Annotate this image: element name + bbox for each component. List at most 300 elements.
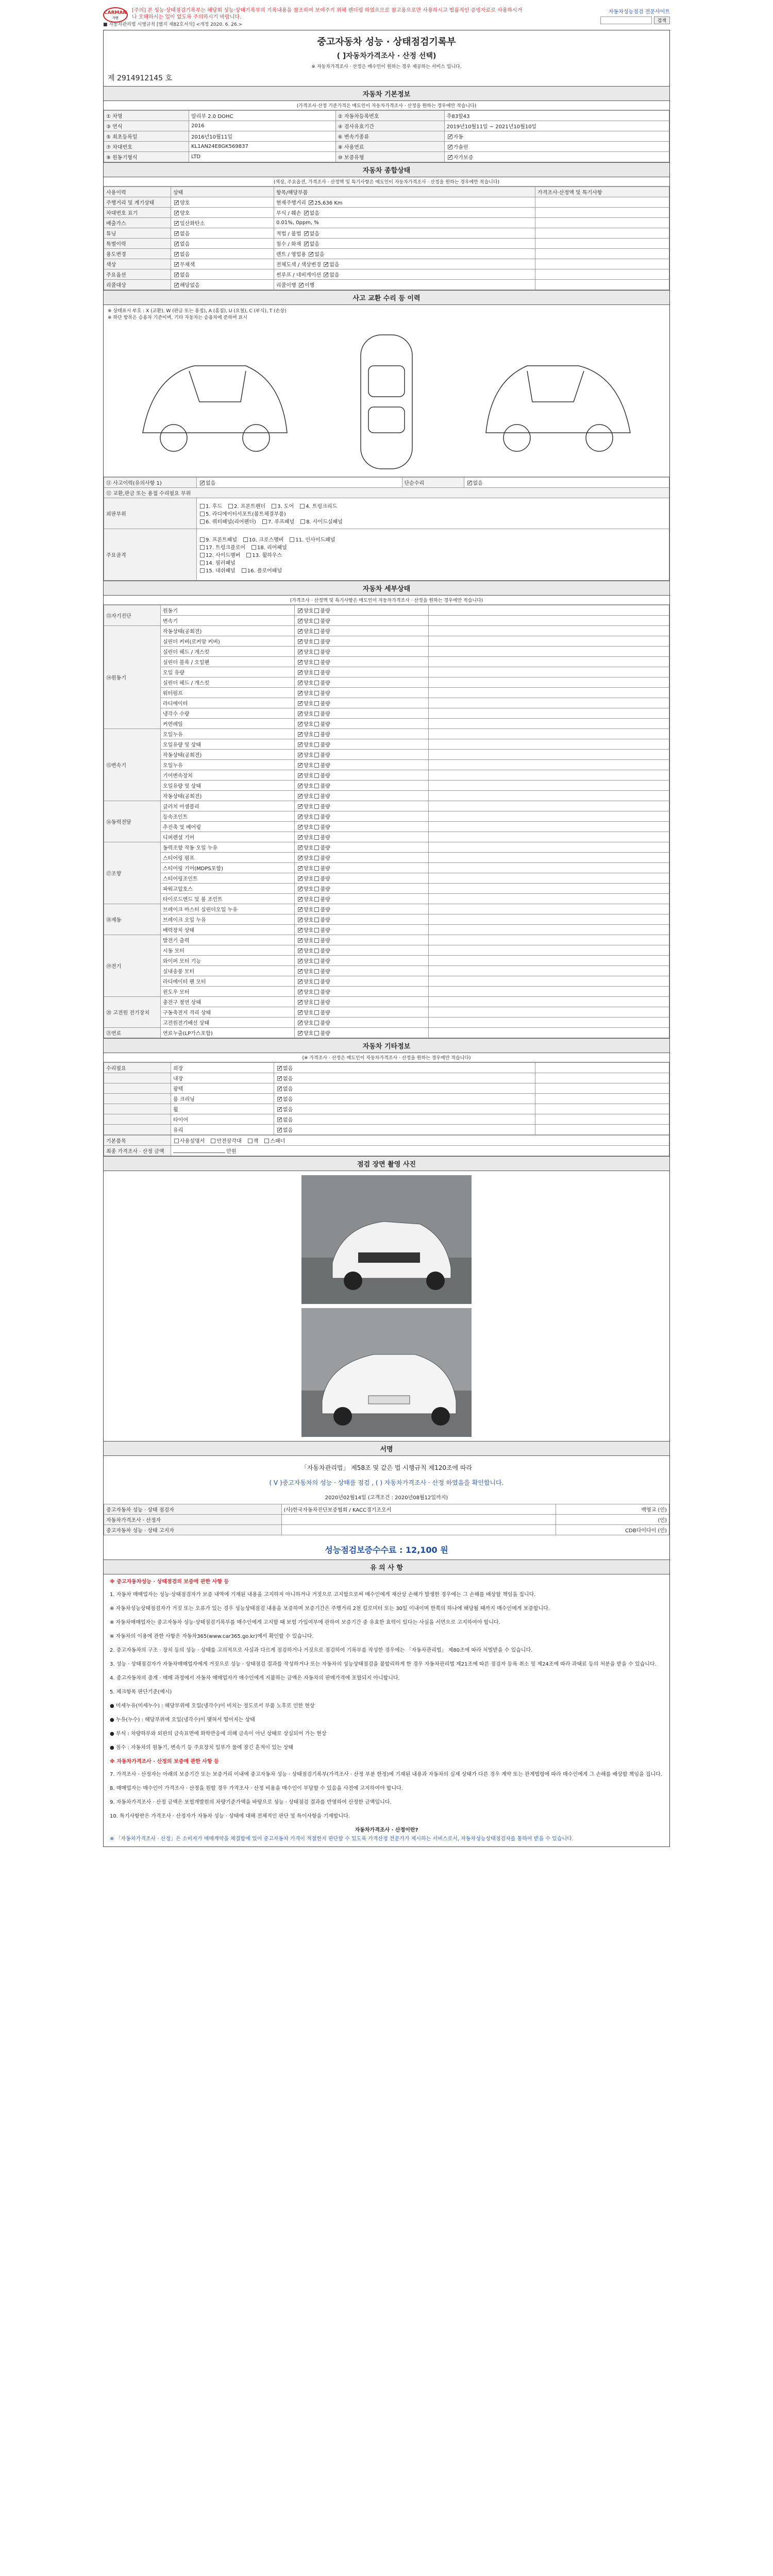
detail-ok: 양호 bbox=[304, 784, 314, 789]
checkbox[interactable] bbox=[211, 1139, 215, 1143]
checkbox[interactable] bbox=[314, 1010, 319, 1015]
checkbox[interactable] bbox=[277, 1087, 282, 1091]
detail-bad: 불량 bbox=[320, 763, 330, 769]
checkbox[interactable] bbox=[298, 866, 303, 871]
cell bbox=[197, 478, 402, 488]
checkbox[interactable] bbox=[200, 561, 205, 565]
checkbox[interactable] bbox=[314, 608, 319, 613]
detail-row bbox=[104, 863, 669, 873]
search-input[interactable] bbox=[600, 16, 652, 24]
status-state bbox=[171, 249, 274, 259]
checkbox[interactable] bbox=[200, 553, 205, 557]
checkbox[interactable] bbox=[314, 784, 319, 788]
checkbox[interactable] bbox=[298, 784, 303, 788]
detail-ok: 양호 bbox=[304, 1031, 314, 1037]
checkbox[interactable] bbox=[314, 763, 319, 768]
status-item: 색상 bbox=[104, 259, 171, 269]
checkbox[interactable] bbox=[298, 650, 303, 654]
checkbox[interactable] bbox=[314, 660, 319, 665]
checkbox[interactable] bbox=[324, 262, 328, 267]
detail-ok: 양호 bbox=[304, 711, 314, 717]
etc-group bbox=[104, 1114, 171, 1125]
report-sheet bbox=[103, 5, 670, 2571]
checkbox[interactable] bbox=[314, 1021, 319, 1025]
detail-state bbox=[295, 1028, 429, 1038]
checkbox[interactable] bbox=[314, 876, 319, 881]
detail-price bbox=[429, 935, 669, 945]
status-price bbox=[535, 228, 669, 239]
etc-group: 수리필요 bbox=[104, 1063, 171, 1073]
detail-row bbox=[104, 894, 669, 904]
checkbox[interactable] bbox=[298, 1010, 303, 1015]
detail-price bbox=[429, 616, 669, 626]
etc-state bbox=[274, 1083, 535, 1094]
checkbox[interactable] bbox=[314, 701, 319, 706]
detail-row bbox=[104, 750, 669, 760]
checkbox[interactable] bbox=[277, 1107, 282, 1112]
detail-item: 충전구 절연 상태 bbox=[161, 997, 295, 1007]
checkbox[interactable] bbox=[298, 979, 303, 984]
status-price bbox=[535, 280, 669, 290]
detail-bad: 불량 bbox=[320, 660, 330, 666]
detail-row bbox=[104, 987, 669, 997]
detail-state bbox=[295, 605, 429, 616]
basic-info-table bbox=[104, 110, 669, 162]
checkbox[interactable] bbox=[243, 537, 248, 542]
detail-ok: 양호 bbox=[304, 918, 314, 923]
detail-row bbox=[104, 976, 669, 987]
detail-ok: 양호 bbox=[304, 1000, 314, 1006]
detail-ok: 양호 bbox=[304, 887, 314, 892]
checkbox[interactable] bbox=[200, 568, 205, 573]
logo-text: CARMAN bbox=[104, 10, 127, 15]
final-price-label: 최종 가격조사 · 산정 금액 bbox=[104, 1146, 171, 1156]
checkbox[interactable] bbox=[314, 825, 319, 829]
checkbox[interactable] bbox=[298, 608, 303, 613]
part-item bbox=[299, 519, 343, 525]
detail-ok: 양호 bbox=[304, 722, 314, 727]
checkbox[interactable] bbox=[314, 804, 319, 809]
checkbox[interactable] bbox=[298, 742, 303, 747]
cell bbox=[444, 152, 669, 162]
checkbox[interactable] bbox=[314, 959, 319, 963]
checkbox[interactable] bbox=[251, 545, 256, 550]
checkbox[interactable] bbox=[314, 742, 319, 747]
checkbox[interactable] bbox=[298, 990, 303, 994]
checkbox[interactable] bbox=[200, 519, 205, 524]
cell: ④ 검사유효기간 bbox=[335, 121, 444, 131]
detail-note: (가격조사 · 산정액 및 특기사항은 매도인이 자동차가격조사 · 산정을 원하는 경우에만 적습니다) bbox=[104, 596, 669, 605]
detail-price bbox=[429, 791, 669, 801]
col-head: 가격조사·산정액 및 특기사항 bbox=[535, 187, 669, 197]
detail-item: 실린더 커버(로커암 커버) bbox=[161, 636, 295, 647]
checkbox[interactable] bbox=[298, 804, 303, 809]
status-detail bbox=[274, 269, 535, 280]
detail-item: 변속기 bbox=[161, 616, 295, 626]
checkbox[interactable] bbox=[298, 629, 303, 634]
checkbox[interactable] bbox=[200, 512, 205, 516]
checkbox[interactable] bbox=[299, 283, 304, 287]
note-paragraph: ※ 자동차성능상태점검자가 거짓 또는 오류가 있는 경우 성능상태점검 내용을 보증하며 보증기간은 주행거리 2천 킬로미터 또는 30일 이내이며 한쪽의 하나에 해당될 때까지 매수인에게 보증합니다. bbox=[110, 1606, 550, 1612]
checkbox[interactable] bbox=[314, 835, 319, 840]
part-item bbox=[199, 561, 236, 566]
etc-price bbox=[535, 1094, 669, 1104]
checkbox[interactable] bbox=[298, 887, 303, 891]
detail-row bbox=[104, 873, 669, 884]
checkbox[interactable] bbox=[298, 773, 303, 778]
checkbox[interactable] bbox=[314, 691, 319, 696]
detail-item: 브레이크 오일 누유 bbox=[161, 914, 295, 925]
search-button[interactable]: 검색 bbox=[654, 16, 670, 24]
checkbox[interactable] bbox=[298, 856, 303, 860]
checkbox[interactable] bbox=[309, 200, 313, 205]
main-items bbox=[197, 529, 669, 581]
detail-state bbox=[295, 842, 429, 853]
checkbox[interactable] bbox=[298, 907, 303, 912]
checkbox[interactable] bbox=[174, 200, 179, 205]
detail-bad: 불량 bbox=[320, 959, 330, 964]
checkbox[interactable] bbox=[298, 948, 303, 953]
cell: ⑩ 보증유형 bbox=[335, 152, 444, 162]
checkbox[interactable] bbox=[314, 897, 319, 902]
checkbox[interactable] bbox=[448, 134, 452, 139]
status-item: 주요옵션 bbox=[104, 269, 171, 280]
cell bbox=[464, 478, 669, 488]
detail-ok: 양호 bbox=[304, 753, 314, 758]
checkbox[interactable] bbox=[174, 252, 179, 257]
detail-row bbox=[104, 760, 669, 770]
detail-bad: 불량 bbox=[320, 866, 330, 872]
checkbox[interactable] bbox=[314, 681, 319, 685]
detail-item: 작동상태(공회전) bbox=[161, 750, 295, 760]
checkbox[interactable] bbox=[272, 504, 276, 509]
sign-date: 2020년02월14일 (고객조건 : 2020년08월12일까지) bbox=[325, 1495, 448, 1501]
detail-price bbox=[429, 894, 669, 904]
checkbox[interactable] bbox=[298, 835, 303, 840]
etc-state-value: 없음 bbox=[283, 1087, 293, 1092]
etc-state bbox=[274, 1094, 535, 1104]
checkbox[interactable] bbox=[298, 763, 303, 768]
detail-ok: 양호 bbox=[304, 979, 314, 985]
checkbox[interactable] bbox=[314, 1031, 319, 1036]
checkbox[interactable] bbox=[314, 629, 319, 634]
part-item bbox=[199, 545, 245, 551]
detail-ok: 양호 bbox=[304, 650, 314, 655]
status-row bbox=[104, 239, 669, 249]
detail-ok: 양호 bbox=[304, 608, 314, 614]
footer-text: ※ 「자동차가격조사 · 산정」은 소비자가 매매계약을 체결함에 있어 중고자동차 가격이 적절한지 판단할 수 있도록 가격산정 전문가가 제시하는 서비스로서, 자동차성능상태점검자를 통하여 받을 수 있습니다. bbox=[110, 1836, 574, 1842]
checkbox[interactable] bbox=[298, 691, 303, 696]
checkbox[interactable] bbox=[277, 1076, 282, 1081]
checkbox[interactable] bbox=[298, 639, 303, 644]
etc-item: 광택 bbox=[171, 1083, 274, 1094]
cell: ② 자동차등록번호 bbox=[335, 111, 444, 121]
detail-state bbox=[295, 1007, 429, 1018]
checkbox[interactable] bbox=[264, 1139, 269, 1143]
checkbox[interactable] bbox=[314, 928, 319, 933]
checkbox[interactable] bbox=[298, 681, 303, 685]
etc-state-value: 없음 bbox=[283, 1117, 293, 1123]
etc-price bbox=[535, 1125, 669, 1135]
detail-price bbox=[429, 781, 669, 791]
cell bbox=[444, 131, 669, 142]
checkbox[interactable] bbox=[448, 145, 452, 149]
part-label: 11. 인사이드패널 bbox=[295, 537, 335, 543]
detail-price bbox=[429, 677, 669, 688]
checkbox[interactable] bbox=[298, 825, 303, 829]
status-item: 주행거리 및 계기상태 bbox=[104, 197, 171, 208]
site-label[interactable]: 자동차성능점검 전문사이트 bbox=[608, 9, 670, 15]
detail-bad: 불량 bbox=[320, 722, 330, 727]
checkbox[interactable] bbox=[298, 794, 303, 799]
detail-row bbox=[104, 739, 669, 750]
checkbox[interactable] bbox=[314, 969, 319, 974]
checkbox[interactable] bbox=[174, 231, 179, 236]
checkbox[interactable] bbox=[314, 918, 319, 922]
part-label: 15. 대쉬패널 bbox=[206, 568, 236, 574]
part-label: 3. 도어 bbox=[277, 504, 294, 510]
status-row bbox=[104, 208, 669, 218]
cell: ⑦ 차대번호 bbox=[104, 142, 189, 152]
checkbox[interactable] bbox=[314, 794, 319, 799]
accident-table bbox=[104, 477, 669, 581]
cell: KL1AN24E8GK569837 bbox=[189, 142, 336, 152]
etc-state bbox=[274, 1063, 535, 1073]
checkbox[interactable] bbox=[298, 1021, 303, 1025]
detail-item: 원동기 bbox=[161, 605, 295, 616]
part-item bbox=[241, 568, 282, 574]
notifier-name bbox=[281, 1525, 556, 1535]
checkbox[interactable] bbox=[314, 732, 319, 737]
detail-item: 동력조향 작동 오일 누유 bbox=[161, 842, 295, 853]
checkbox[interactable] bbox=[174, 273, 179, 277]
detail-state bbox=[295, 904, 429, 914]
checkbox[interactable] bbox=[174, 283, 179, 287]
detail-item: 윈도우 모터 bbox=[161, 987, 295, 997]
checkbox[interactable] bbox=[314, 979, 319, 984]
detail-item: 커먼레일 bbox=[161, 719, 295, 729]
detail-state bbox=[295, 739, 429, 750]
checkbox[interactable] bbox=[304, 211, 309, 215]
cell: ⑥ 변속기종류 bbox=[335, 131, 444, 142]
checkbox[interactable] bbox=[448, 155, 452, 160]
checkbox[interactable] bbox=[298, 938, 303, 943]
checkbox[interactable] bbox=[246, 553, 251, 557]
detail-state bbox=[295, 657, 429, 667]
checkbox[interactable] bbox=[324, 273, 328, 277]
photo-heading: 점검 장면 촬영 사진 bbox=[104, 1156, 669, 1171]
status-item: 용도변경 bbox=[104, 249, 171, 259]
checkbox[interactable] bbox=[200, 537, 205, 542]
checkbox[interactable] bbox=[314, 907, 319, 912]
checkbox[interactable] bbox=[242, 568, 246, 573]
accident-label: ⑪ 사고이력(유의사항 1) bbox=[104, 478, 197, 488]
checkbox[interactable] bbox=[298, 660, 303, 665]
detail-bad: 불량 bbox=[320, 907, 330, 913]
checkbox[interactable] bbox=[200, 481, 205, 485]
checkbox[interactable] bbox=[277, 1128, 282, 1132]
checkbox[interactable] bbox=[467, 481, 472, 485]
checkbox[interactable] bbox=[298, 918, 303, 922]
checkbox[interactable] bbox=[298, 1000, 303, 1005]
checkbox[interactable] bbox=[298, 969, 303, 974]
checkbox[interactable] bbox=[174, 221, 179, 226]
checkbox[interactable] bbox=[309, 252, 313, 257]
etc-price bbox=[535, 1114, 669, 1125]
detail-state bbox=[295, 677, 429, 688]
report-box bbox=[103, 30, 670, 1847]
checkbox[interactable] bbox=[314, 773, 319, 778]
detail-bad: 불량 bbox=[320, 742, 330, 748]
status-detail bbox=[274, 197, 535, 208]
note-paragraph: ● 누유(누수) : 해당부위에 오일(냉각수)이 맺혀서 떨어지는 상태 bbox=[110, 1717, 255, 1723]
checkbox[interactable] bbox=[298, 876, 303, 881]
checkbox[interactable] bbox=[314, 670, 319, 675]
car-diagram bbox=[104, 323, 669, 477]
col-head: 상태 bbox=[171, 187, 274, 197]
detail-row bbox=[104, 616, 669, 626]
detail-state bbox=[295, 781, 429, 791]
detail-state bbox=[295, 1018, 429, 1028]
checkbox[interactable] bbox=[304, 231, 309, 236]
status-detail-value: 없음 bbox=[309, 211, 320, 216]
detail-item: 등속조인트 bbox=[161, 811, 295, 822]
checkbox[interactable] bbox=[298, 815, 303, 819]
outer-items bbox=[197, 498, 669, 529]
part-item bbox=[289, 537, 335, 543]
detail-price bbox=[429, 925, 669, 935]
checkbox[interactable] bbox=[298, 959, 303, 963]
detail-state bbox=[295, 688, 429, 698]
inspector-name: (사)한국자동차진단보증협회 / KACC경기조오서 bbox=[281, 1504, 556, 1515]
cell: ① 차명 bbox=[104, 111, 189, 121]
etc-item: 외장 bbox=[171, 1063, 274, 1073]
checkbox[interactable] bbox=[300, 519, 305, 524]
checkbox[interactable] bbox=[298, 753, 303, 757]
part-item bbox=[250, 545, 287, 551]
checkbox[interactable] bbox=[228, 504, 233, 509]
checkbox[interactable] bbox=[314, 856, 319, 860]
checkbox[interactable] bbox=[298, 732, 303, 737]
detail-heading: 자동차 세부상태 bbox=[104, 581, 669, 596]
status-state-value: 없음 bbox=[180, 273, 190, 278]
checkbox[interactable] bbox=[314, 815, 319, 819]
detail-item: 라디에이터 팬 모터 bbox=[161, 976, 295, 987]
part-item bbox=[261, 519, 294, 525]
checkbox[interactable] bbox=[300, 504, 305, 509]
checkbox[interactable] bbox=[298, 1031, 303, 1036]
checkbox[interactable] bbox=[314, 753, 319, 757]
detail-bad: 불량 bbox=[320, 835, 330, 841]
checkbox[interactable] bbox=[290, 537, 294, 542]
etc-note: (※ 가격조사 · 산정은 매도인이 자동차가격조사 · 산정을 원하는 경우에만 적습니다) bbox=[104, 1053, 669, 1062]
sign-law: 「자동차관리법」 제58조 및 같은 법 시행규칙 제120조에 따라 bbox=[300, 1464, 473, 1471]
detail-price bbox=[429, 873, 669, 884]
checkbox[interactable] bbox=[174, 242, 179, 246]
checkbox[interactable] bbox=[174, 1139, 179, 1143]
detail-price bbox=[429, 1007, 669, 1018]
etc-row bbox=[104, 1094, 669, 1104]
detail-ok: 양호 bbox=[304, 660, 314, 666]
checkbox[interactable] bbox=[298, 711, 303, 716]
report-subnote: ※ 자동차가격조사 · 산정은 매수인이 원하는 경우 제공하는 서비스 입니다. bbox=[311, 64, 462, 70]
checkbox[interactable] bbox=[314, 711, 319, 716]
detail-row bbox=[104, 770, 669, 781]
guarantee-fee: 성능점검보증수수료 : 12,100 원 bbox=[325, 1545, 448, 1555]
checkbox[interactable] bbox=[314, 938, 319, 943]
checkbox[interactable] bbox=[262, 519, 267, 524]
checkbox[interactable] bbox=[298, 619, 303, 623]
checkbox[interactable] bbox=[314, 866, 319, 871]
checkbox[interactable] bbox=[314, 639, 319, 644]
etc-row bbox=[104, 1083, 669, 1094]
etc-extra-table bbox=[104, 1135, 669, 1156]
checkbox[interactable] bbox=[248, 1139, 253, 1143]
checkbox[interactable] bbox=[314, 845, 319, 850]
checkbox[interactable] bbox=[277, 1066, 282, 1071]
checkbox[interactable] bbox=[314, 948, 319, 953]
grade-heading: ⑫ 교환,판금 또는 용접 수리필요 부위 bbox=[104, 488, 669, 498]
checkbox[interactable] bbox=[298, 845, 303, 850]
detail-state bbox=[295, 956, 429, 966]
cell: LTD bbox=[189, 152, 336, 162]
detail-state bbox=[295, 976, 429, 987]
checkbox[interactable] bbox=[174, 262, 179, 267]
detail-bad: 불량 bbox=[320, 619, 330, 624]
checkbox[interactable] bbox=[298, 897, 303, 902]
detail-price bbox=[429, 626, 669, 636]
checkbox[interactable] bbox=[304, 242, 309, 246]
detail-price bbox=[429, 647, 669, 657]
document-number: 제 2914912145 호 bbox=[108, 74, 173, 82]
checkbox[interactable] bbox=[298, 701, 303, 706]
checkbox[interactable] bbox=[277, 1117, 282, 1122]
etc-row bbox=[104, 1125, 669, 1135]
detail-state bbox=[295, 760, 429, 770]
checkbox[interactable] bbox=[298, 670, 303, 675]
checkbox[interactable] bbox=[314, 1000, 319, 1005]
checkbox[interactable] bbox=[314, 619, 319, 623]
note-paragraph: 5. 체크항목 판단기준(예시) bbox=[110, 1689, 172, 1695]
detail-state bbox=[295, 616, 429, 626]
checkbox[interactable] bbox=[314, 650, 319, 654]
checkbox[interactable] bbox=[314, 990, 319, 994]
detail-item: 구동축전지 격리 상태 bbox=[161, 1007, 295, 1018]
part-label: 6. 쿼터패널(리어펜더) bbox=[206, 519, 256, 525]
detail-price bbox=[429, 636, 669, 647]
checkbox[interactable] bbox=[298, 928, 303, 933]
etc-state bbox=[274, 1073, 535, 1083]
detail-group: ⑯동력전달 bbox=[104, 801, 161, 842]
checkbox[interactable] bbox=[298, 722, 303, 726]
detail-ok: 양호 bbox=[304, 835, 314, 841]
etc-state-value: 없음 bbox=[283, 1097, 293, 1103]
status-state-value: 일산화탄소 bbox=[180, 221, 205, 227]
checkbox[interactable] bbox=[200, 504, 205, 509]
status-detail-value: 없음 bbox=[329, 273, 340, 278]
detail-price bbox=[429, 842, 669, 853]
status-detail-label: 전체도색 / 색상변경 bbox=[276, 262, 322, 268]
detail-state bbox=[295, 801, 429, 811]
part-item bbox=[271, 504, 294, 510]
checkbox[interactable] bbox=[200, 545, 205, 550]
basic-item bbox=[210, 1139, 241, 1144]
detail-item: 와이퍼 모터 기능 bbox=[161, 956, 295, 966]
checkbox[interactable] bbox=[314, 722, 319, 726]
checkbox[interactable] bbox=[277, 1097, 282, 1101]
checkbox[interactable] bbox=[314, 887, 319, 891]
checkbox[interactable] bbox=[174, 211, 179, 215]
